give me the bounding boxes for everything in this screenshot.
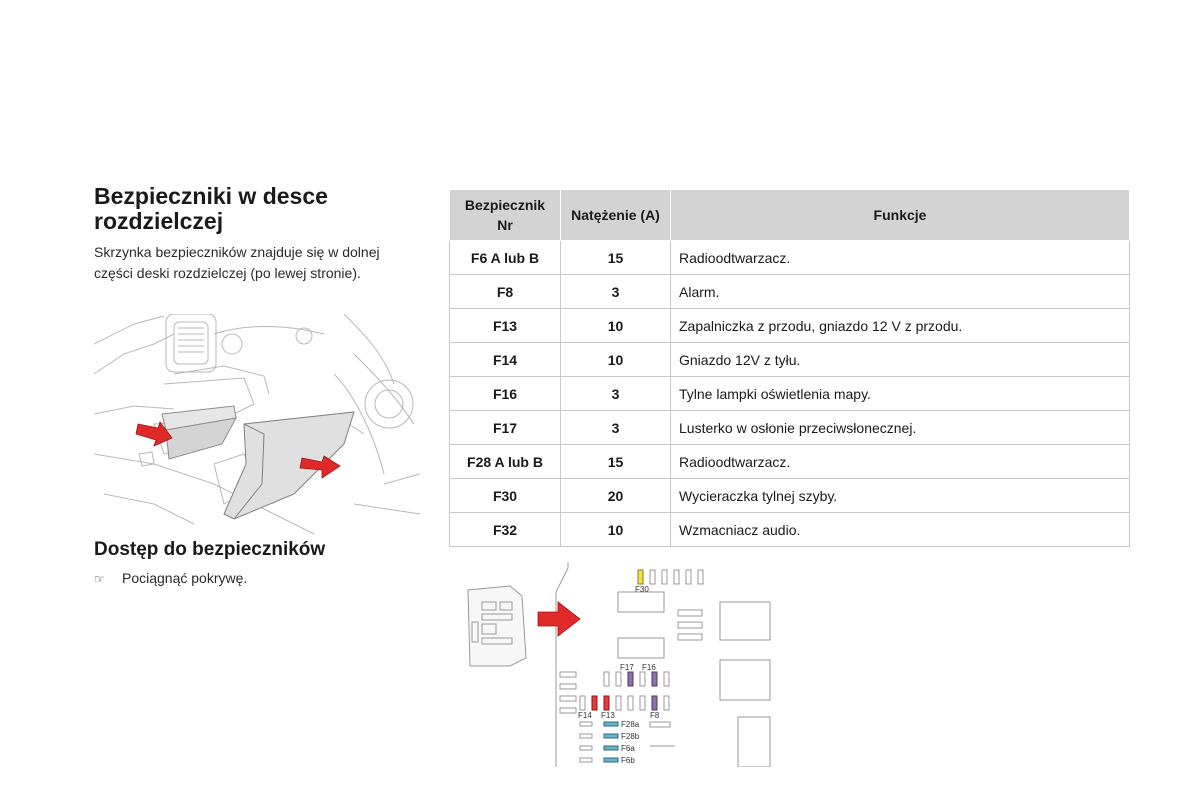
- amps-cell: 3: [561, 411, 671, 445]
- label-f14: F14: [578, 711, 592, 720]
- amps-cell: 10: [561, 309, 671, 343]
- access-heading: Dostęp do bezpieczników: [94, 539, 326, 560]
- header-functions: Funkcje: [671, 190, 1130, 241]
- table-row: [450, 479, 1130, 513]
- fuse-cell: F14: [450, 343, 561, 377]
- access-step: [94, 570, 247, 586]
- function-cell: Gniazdo 12V z tyłu.: [671, 343, 1130, 377]
- label-f8: F8: [650, 711, 660, 720]
- fuse-cell: F30: [450, 479, 561, 513]
- amps-cell: 15: [561, 241, 671, 275]
- intro-text: Skrzynka bezpieczników znajduje się w dolnej części deski rozdzielczej (po lewej stronie).: [94, 244, 380, 281]
- table-row: [450, 343, 1130, 377]
- fuse-cell: F6 A lub B: [450, 241, 561, 275]
- table-row: [450, 445, 1130, 479]
- fuse-cell: F17: [450, 411, 561, 445]
- amps-cell: 20: [561, 479, 671, 513]
- label-f28b: F28b: [621, 732, 640, 741]
- fuse-box-diagram: [460, 562, 790, 767]
- table-row: [450, 513, 1130, 547]
- table-row: [450, 411, 1130, 445]
- amps-cell: 3: [561, 275, 671, 309]
- function-cell: Zapalniczka z przodu, gniazdo 12 V z przodu.: [671, 309, 1130, 343]
- label-f17: F17: [620, 663, 634, 672]
- function-cell: Tylne lampki oświetlenia mapy.: [671, 377, 1130, 411]
- function-cell: Wzmacniacz audio.: [671, 513, 1130, 547]
- amps-cell: 10: [561, 513, 671, 547]
- amps-cell: 3: [561, 377, 671, 411]
- table-row: [450, 377, 1130, 411]
- function-cell: Wycieraczka tylnej szyby.: [671, 479, 1130, 513]
- label-f28a: F28a: [621, 720, 640, 729]
- fuse-cell: F8: [450, 275, 561, 309]
- fuse-cell: F16: [450, 377, 561, 411]
- pointing-hand-icon: ☞: [94, 572, 105, 586]
- label-f6a: F6a: [621, 744, 635, 753]
- header-current: Natężenie (A): [561, 190, 671, 241]
- fuse-cell: F32: [450, 513, 561, 547]
- fuse-cell: F13: [450, 309, 561, 343]
- header-fuse-number: Bezpiecznik Nr: [450, 190, 561, 241]
- table-row: [450, 309, 1130, 343]
- fuse-table: [449, 189, 1130, 547]
- label-f30: F30: [635, 585, 649, 594]
- dashboard-illustration: [94, 314, 420, 534]
- label-f13: F13: [601, 711, 615, 720]
- amps-cell: 15: [561, 445, 671, 479]
- function-cell: Lusterko w osłonie przeciwsłonecznej.: [671, 411, 1130, 445]
- function-cell: Alarm.: [671, 275, 1130, 309]
- table-row: [450, 275, 1130, 309]
- fuse-cell: F28 A lub B: [450, 445, 561, 479]
- label-f6b: F6b: [621, 756, 635, 765]
- function-cell: Radioodtwarzacz.: [671, 241, 1130, 275]
- function-cell: Radioodtwarzacz.: [671, 445, 1130, 479]
- amps-cell: 10: [561, 343, 671, 377]
- table-row: [450, 241, 1130, 275]
- table-header-row: [450, 190, 1130, 241]
- access-step-text: Pociągnąć pokrywę.: [122, 570, 248, 586]
- page-title: Bezpieczniki w desce rozdzielczej: [94, 183, 328, 234]
- label-f16: F16: [642, 663, 656, 672]
